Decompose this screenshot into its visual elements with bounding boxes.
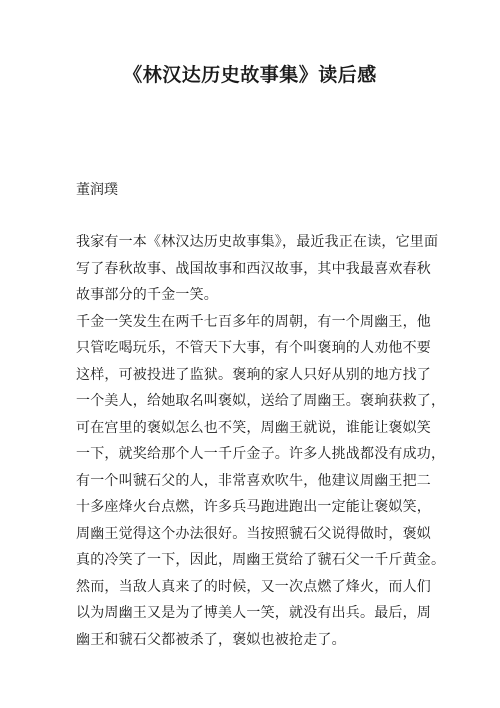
text-line: 写了春秋故事、战国故事和西汉故事，其中我最喜欢春秋 <box>76 260 431 277</box>
text-line: 故事部分的千金一笑。 <box>76 287 218 303</box>
text-line: 一个美人，给她取名叫褒姒，送给了周幽王。褒珦获救了， <box>76 393 446 409</box>
text-line: 一下，就奖给那个人一千斤金子。许多人挑战都没有成功， <box>76 446 446 462</box>
text-line: 以为周幽王又是为了博美人一笑，就没有出兵。最后，周 <box>76 605 431 621</box>
text-line: 有一个叫虢石父的人，非常喜欢吹牛，他建议周幽王把二 <box>76 472 431 489</box>
text-line: 可在宫里的褒姒怎么也不笑，周幽王就说，谁能让褒姒笑 <box>76 419 431 436</box>
text-line: 我家有一本《林汉达历史故事集》，最近我正在读，它里面 <box>76 234 439 250</box>
text-line: 周幽王觉得这个办法很好。当按照虢石父说得做时，褒姒 <box>76 525 431 542</box>
text-line: 然而，当敌人真来了的时候，又一次点燃了烽火，而人们 <box>76 578 431 595</box>
text-line: 真的冷笑了一下，因此，周幽王赏给了虢石父一千斤黄金。 <box>76 552 446 568</box>
author-name: 董润璞 <box>76 182 118 198</box>
text-line: 只管吃喝玩乐，不管天下大事，有个叫褒珦的人劝他不要 <box>76 340 431 356</box>
text-line: 十多座烽火台点燃，许多兵马跑进跑出一定能让褒姒笑， <box>76 499 431 515</box>
document-title: 《林汉达历史故事集》读后感 <box>123 64 377 86</box>
text-line: 千金一笑发生在两千七百多年的周朝，有一个周幽王，他 <box>76 313 431 330</box>
paragraph-2 <box>76 309 446 654</box>
paragraph-1 <box>76 229 439 309</box>
text-line: 这样，可被投进了监狱。褒珦的家人只好从别的地方找了 <box>76 366 431 383</box>
document-body <box>76 229 446 653</box>
text-line: 幽王和虢石父都被杀了，褒姒也被抢走了。 <box>76 631 346 648</box>
